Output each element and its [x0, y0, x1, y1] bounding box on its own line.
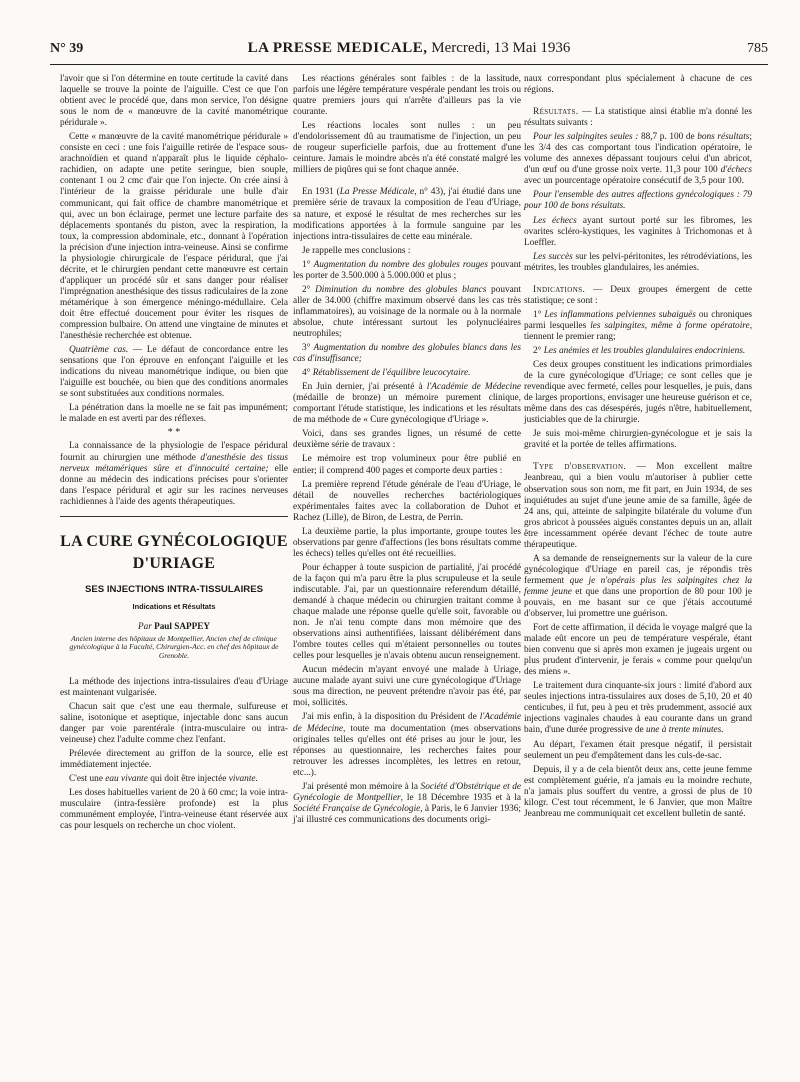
paragraph: Pour l'ensemble des autres affections gynécologiques : 79 pour 100 de bons résultats.: [524, 190, 752, 212]
paragraph: Je rappelle mes conclusions :: [302, 245, 411, 256]
paragraph: Pour les salpingites seules : 88,7 p. 100 de bons résultats; les 3/4 des cas comportant tous l'indication opératoire, le volume des annexes dépassant toujours celui d'un abricot, d'un œuf ou d'une grosse noix verte. 11,3 pour 100 d'échecs avec un pourcentage opératoire consécutif de 3,5 pour 100.: [524, 132, 752, 187]
author-credentials: Ancien interne des hôpitaux de Montpellier, Ancien chef de clinique gynécologique à la Faculté, Chirurgien-Acc. en chef des hôpitaux de Grenoble.: [69, 633, 279, 661]
paragraph: Résultats. — La statistique ainsi établie m'a donné les résultats suivants :: [524, 107, 752, 129]
article-kicker: Indications et Résultats: [132, 601, 216, 611]
list-item: 1° Les inflammations pelviennes subaiguës ou chroniques parmi lesquelles les salpingites, même à forme opératoire, tiennent le premier rang;: [524, 309, 753, 342]
list-item: 2° Diminution du nombre des globules blancs pouvant aller de 34.000 (chiffre maximum observé dans les cas très inflammatoires), au voisinage de la normale ou à la normale absolue, chute intéressant surtout les polynucléaires neutrophiles;: [293, 284, 521, 339]
paragraph: Cette « manœuvre de la cavité manométrique péridurale » consiste en ceci : une fois l'aiguille retirée de l'espace sous-arachnoïdien et quand n'apparaît plus le liquide céphalo-rachidien, on adapte une petite seringue, bien souple, contenant 1 ou 2 cmc d'air que l'on injecte. On crée ainsi à l'intérieur de la graisse péridurale une bulle d'air communicant, qui fait office de chambre manométrique et qui, avec un bon éclairage, permet une lecture parfaite des déplacements spontanés du piston, avec la respiration, la toux, la compression abdominale, etc., donnant à l'opération la précision d'une injection intra-veineuse. Ainsi se confirme la physiologie chirurgicale de l'espace péridural, que j'ai décrite, et le chirurgien pendant cette manœuvre est certain d'appliquer un procédé sûr et sans danger pour réaliser l'imprégnation anesthésique des tissus radiculaires de la zone métamérique à son émergence méningo-médullaire. Cela doit être effectué doucement pour éviter les risques de compression bulbaire. On attend une vingtaine de minutes et l'anesthésie recherchée est obtenue.: [60, 132, 288, 342]
paragraph: La première reprend l'étude générale de l'eau d'Uriage, le détail de nouvelles recherches bactériologiques expérimentales faites avec la collaboration de Duhot et Rachez (Lille), de Biron, de Lestra, de Perrin.: [293, 479, 521, 523]
paragraph: l'avoir que si l'on détermine en toute certitude la cavité dans laquelle se trouve la pointe de l'aiguille. C'est ce que l'on obtient avec le procédé que, dans mon service, l'on désigne sous le nom de « manœuvre de la cavité manométrique péridurale ».: [60, 74, 288, 129]
paragraph: Les succès sur les pelvi-péritonites, les rétrodéviations, les métrites, les troubles glandulaires, les anémies.: [524, 251, 752, 273]
paragraph: Le mémoire est trop volumineux pour être publié en entier; il comprend 400 pages et comporte deux parties :: [293, 454, 521, 476]
paragraph: Pour échapper à toute suspicion de partialité, j'ai procédé de la façon qui m'a paru être la plus scrupuleuse et la seule indiscutable. J'ai, par un questionnaire referendum détaillé, demandé à chaque médecin ou chirurgien traitant comme à chaque malade une réponse quelle qu'elle soit, favorable ou non. Je n'ai tenu compte dans mon mémoire que des observations ainsi authentifiées, laissant délibérément dans l'ombre toutes celles qui m'étaient personnelles ou toutes celles pour lesquelles je n'avais obtenu aucun renseignement.: [293, 562, 521, 662]
issue-date: Mercredi, 13 Mai 1936: [431, 40, 571, 56]
paragraph: Quatrième cas. — Le défaut de concordance entre les sensations que l'on éprouve en enfonçant l'aiguille et les indications du niveau manométrique indique, ou bien que l'aiguille est bouchée, ou bien que des conditions anormales se sont substituées aux conditions normales.: [60, 345, 288, 400]
paragraph: C'est une eau vivante qui doit être injectée vivante.: [69, 774, 258, 785]
case-label: Quatrième cas.: [69, 345, 129, 356]
paragraph: Indications. — Deux groupes émergent de cette statistique; ce sont :: [524, 284, 752, 306]
paragraph: Fort de cette affirmation, il décida le voyage malgré que la malade eût encore un peu de température vespérale, étant bien convenu que si après mon examen je jugeais urgent ou plus prudent d'intervenir, je ferais « comme pour quelqu'un des miens ».: [524, 623, 752, 678]
paragraph: Voici, dans ses grandes lignes, un résumé de cette deuxième série de travaux :: [293, 429, 521, 451]
section-break: * *: [167, 427, 181, 439]
paragraph: Type d'observation. — Mon excellent maître Jeanbreau, qui a bien voulu m'autoriser à publier cette observation sous son nom, me fit part, en Juin 1934, de ses inquiétudes au sujet d'une jeune amie de sa famille, âgée de 24 ans, qui, atteinte de salpingite bilatérale du volume d'un gros abricot à poussées aiguës constantes depuis un an, allait être incessamment opérée devant l'échec de toute autre thérapeutique.: [524, 462, 752, 550]
running-title: [160, 40, 658, 57]
journal-name: LA PRESSE MEDICALE,: [247, 40, 428, 56]
paragraph: J'ai mis enfin, à la disposition du Président de l'Académie de Médecine, toute ma documentation (mes observations originales telles qu'elles ont été prises au jour le jour, les réponses au questionnaire, les recherches faites pour retrouver les adresses incomplètes, les lettres en retour, etc...).: [293, 712, 521, 778]
author-byline: Par Paul SAPPEY: [138, 620, 210, 631]
list-item: 3° Augmentation du nombre des globules blancs dans les cas d'insuffisance;: [293, 343, 521, 365]
paragraph: Le traitement dura cinquante-six jours : limité d'abord aux seules injections intra-tissulaires aux doses de 5,10, 20 et 40 centicubes, il fut, peu à peu et très prudemment, associé aux injections vaginales chaudes à eau courante dans un grand bain, d'une durée progressive de une à trente minutes.: [524, 681, 752, 736]
list-item: 1° Augmentation du nombre des globules rouges pouvant les porter de 3.500.000 à 5.000.000 et plus ;: [293, 259, 521, 281]
page-number: 785: [747, 41, 768, 56]
list-item: 2° Les anémies et les troubles glandulaires endocriniens.: [533, 345, 746, 356]
paragraph: Ces deux groupes constituent les indications primordiales de la cure gynécologique d'Uriage; ce sont celles que je revendique avec fermeté, celles pour lesquelles, je puis, dans de larges proportions, envisager une heureuse guérison et ce, même dans des cas désespérés, jugés n'être, habituellement, justiciables que de la chirurgie.: [524, 360, 752, 426]
page-header: [50, 40, 768, 65]
paragraph: Je suis moi-même chirurgien-gynécologue et je sais la gravité et la portée de telles affirmations.: [524, 429, 752, 451]
column-middle: [293, 74, 521, 829]
spacer: [524, 99, 752, 107]
spacer: [524, 277, 752, 285]
paragraph: Les réactions générales sont faibles : de la lassitude, parfois une légère température vespérale pendant les trois ou quatre premiers jours qui n'arrête d'ailleurs pas la vie courante.: [293, 74, 521, 118]
article-divider: [60, 516, 288, 517]
paragraph: En Juin dernier, j'ai présenté à l'Académie de Médecine (médaille de bronze) un mémoire purement clinique, comportant l'étude statistique, les indications et les résultats de ma méthode de « Cure gynécologique d'Uriage ».: [293, 382, 521, 426]
paragraph: Les échecs ayant surtout porté sur les fibromes, les ovarites scléro-kystiques, les vaginites à Trichomonas et à Loeffler.: [524, 215, 752, 248]
issue-number: N° 39: [50, 41, 84, 56]
article-subtitle: SES INJECTIONS INTRA-TISSULAIRES: [84, 583, 264, 595]
column-left: [60, 74, 288, 835]
paragraph: La deuxième partie, la plus importante, groupe toutes les observations par genre d'affections (les bons résultats comme les échecs) telles qu'elles ont été recueillies.: [293, 526, 521, 559]
paragraph: Au départ, l'examen était presque négatif, il persistait seulement un peu d'empâtement dans les culs-de-sac.: [524, 739, 752, 761]
paragraph: La connaissance de la physiologie de l'espace péridural fournit au chirurgien une méthode d'anesthésie des tissus nerveux métamériques sûre et d'innocuité certaine; elle donne au médecin des indications précises pour s'orienter dans l'espace péridural et agir sur les racines nerveuses rachidiennes à l'aide des agents thérapeutiques.: [60, 441, 289, 507]
paragraph: En 1931 (La Presse Médicale, n° 43), j'ai étudié dans une première série de travaux la composition de l'eau d'Uriage, sa nature, et exposé le résultat de mes recherches sur les modifications apportées à la formule sanguine par les injections intra-tissulaires de cette eau minérale.: [293, 187, 521, 242]
column-right: [524, 74, 752, 823]
paragraph: A sa demande de renseignements sur la valeur de la cure gynécologique d'Uriage en pareil cas, je répondis très fermement que je n'opérais plus les salpingites chez la femme jeune et que dans une proportion de 80 pour 100 je pouvais, en me basant sur ce que j'étais accoutumé d'observer, lui promettre une guérison.: [524, 553, 752, 620]
spacer: [524, 454, 752, 462]
paragraph: La méthode des injections intra-tissulaires d'eau d'Uriage est maintenant vulgarisée.: [60, 676, 288, 698]
paragraph: Aucun médecin m'ayant envoyé une malade à Uriage, aucune malade ayant suivi une cure gynécologique d'Uriage sous ma direction, ne peuvent prétendre n'avoir pas été, par moi, sollicités.: [293, 665, 521, 709]
paragraph: Chacun sait que c'est une eau thermale, sulfureuse et saline, isotonique et aseptique, injectable donc sans aucun danger par voie parentérale (intra-musculaire ou intra-veineuse) chez l'adulte comme chez l'enfant.: [60, 701, 288, 745]
paragraph: Les doses habituelles varient de 20 à 60 cmc; la voie intra-musculaire (intra-fessière profonde) est la plus communément employée, l'intra-veineuse étant réservée aux cas pour lesquels on recherche un choc violent.: [60, 788, 288, 832]
list-item: 4° Rétablissement de l'équilibre leucocytaire.: [302, 368, 471, 379]
paragraph: Prélevée directement au griffon de la source, elle est immédiatement injectée.: [60, 748, 288, 770]
article-title: LA CURE GYNÉCOLOGIQUE D'URIAGE: [60, 532, 288, 572]
section-heading: Indications.: [533, 284, 586, 295]
paragraph: Depuis, il y a de cela bientôt deux ans, cette jeune femme est complètement guérie, n'a jamais eu la moindre rechute, n'a jamais plus souffert du ventre, a grossi de plus de 10 kilogr. C'est tout récemment, le 6 Janvier, que mon Maître Jeanbreau me communiquait cet excellent bulletin de santé.: [524, 764, 752, 819]
section-heading: Résultats.: [533, 107, 579, 118]
paragraph: J'ai présenté mon mémoire à la Société d'Obstétrique et de Gynécologie de Montpellier, le 18 Décembre 1935 et à la Société Française de Gynécologie, à Paris, le 6 Janvier 1936; j'ai illustré ces communications des documents origi-: [293, 781, 521, 825]
section-heading: Type d'observation.: [533, 462, 627, 473]
paragraph: La pénétration dans la moelle ne se fait pas impunément; le malade en est averti par des réflexes.: [60, 403, 288, 425]
paragraph: naux correspondant plus spécialement à chacune de ces régions.: [524, 74, 752, 96]
paragraph: Les réactions locales sont nulles : un peu d'endolorissement dû au traumatisme de l'injection, un peu de rougeur superficielle parfois, due au frottement d'une ceinture. Jamais le moindre abcès n'a été constaté malgré les milliers de piqûres qui se font chaque année.: [293, 121, 521, 176]
